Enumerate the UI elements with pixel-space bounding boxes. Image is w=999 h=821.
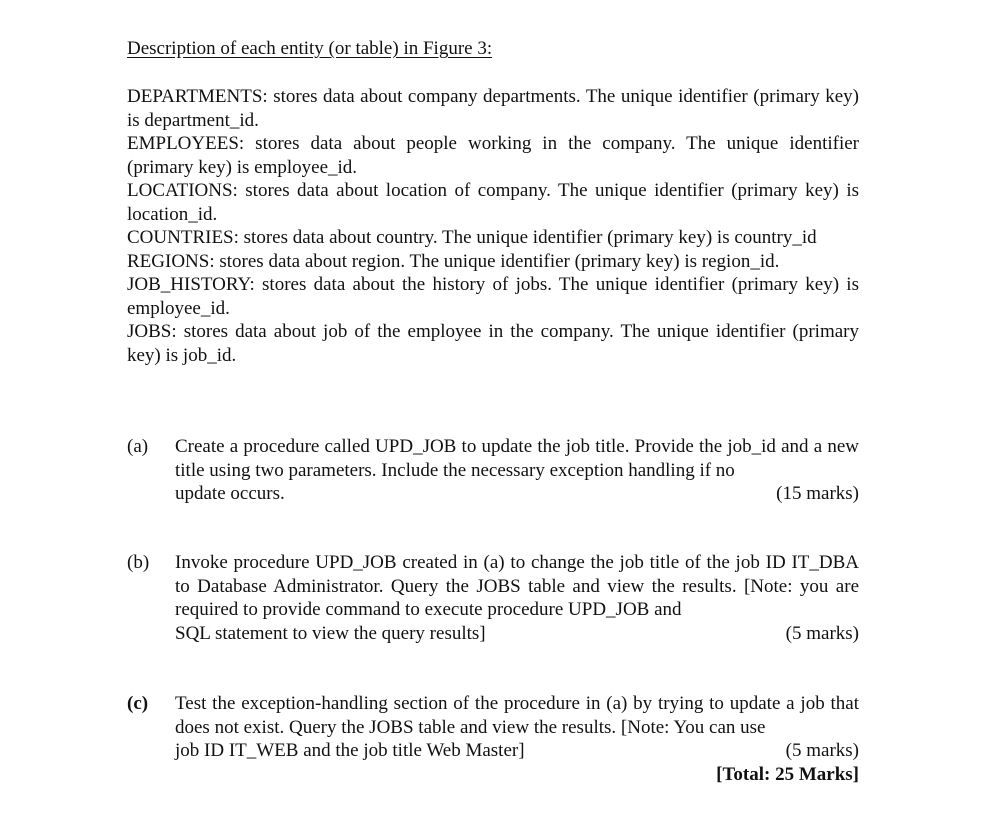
question-b-text: Invoke procedure UPD_JOB created in (a) to change the job title of the job ID IT_DBA to Database Administrator. Query the JOBS table and view the results. [Note: you are required to provide command to execute procedure UPD_JOB and — [175, 552, 859, 620]
entity-countries: COUNTRIES: stores data about country. The unique identifier (primary key) is country_id — [127, 227, 817, 248]
entity-job-history: JOB_HISTORY: stores data about the history of jobs. The unique identifier (primary key) is employee_id. — [127, 274, 859, 319]
entity-departments: DEPARTMENTS: stores data about company departments. The unique identifier (primary key) is department_id. — [127, 86, 859, 131]
question-a-text: Create a procedure called UPD_JOB to update the job title. Provide the job_id and a new title using two parameters. Include the necessary exception handling if no — [175, 436, 859, 481]
entity-locations: LOCATIONS: stores data about location of company. The unique identifier (primary key) is location_id. — [127, 180, 859, 225]
question-a-label: (a) — [127, 436, 149, 457]
entity-jobs: JOBS: stores data about job of the employee in the company. The unique identifier (primary key) is job_id. — [127, 321, 859, 366]
question-c-label: (c) — [127, 693, 149, 714]
question-b-label: (b) — [127, 552, 150, 573]
question-b-marks: (5 marks) — [785, 622, 859, 644]
question-b — [127, 551, 859, 645]
question-c-marks: (5 marks) — [785, 740, 859, 761]
total-marks: [Total: 25 Marks] — [716, 763, 859, 785]
entity-employees: EMPLOYEES: stores data about people working in the company. The unique identifier (primary key) is employee_id. — [127, 133, 859, 178]
entity-regions: REGIONS: stores data about region. The unique identifier (primary key) is region_id. — [127, 250, 780, 272]
section-heading: Description of each entity (or table) in Figure 3: — [127, 38, 493, 59]
question-c-last-line: job ID IT_WEB and the job title Web Master] — [175, 740, 525, 761]
question-c-text: Test the exception-handling section of the procedure in (a) by trying to update a job that does not exist. Query the JOBS table and view the results. [Note: You can use — [175, 693, 859, 738]
question-b-last-line: SQL statement to view the query results] — [175, 622, 486, 644]
question-c — [127, 692, 859, 786]
question-a-last-line: update occurs. — [175, 483, 285, 504]
entity-descriptions — [127, 85, 859, 367]
question-a-marks: (15 marks) — [776, 483, 859, 504]
question-a — [127, 435, 859, 506]
